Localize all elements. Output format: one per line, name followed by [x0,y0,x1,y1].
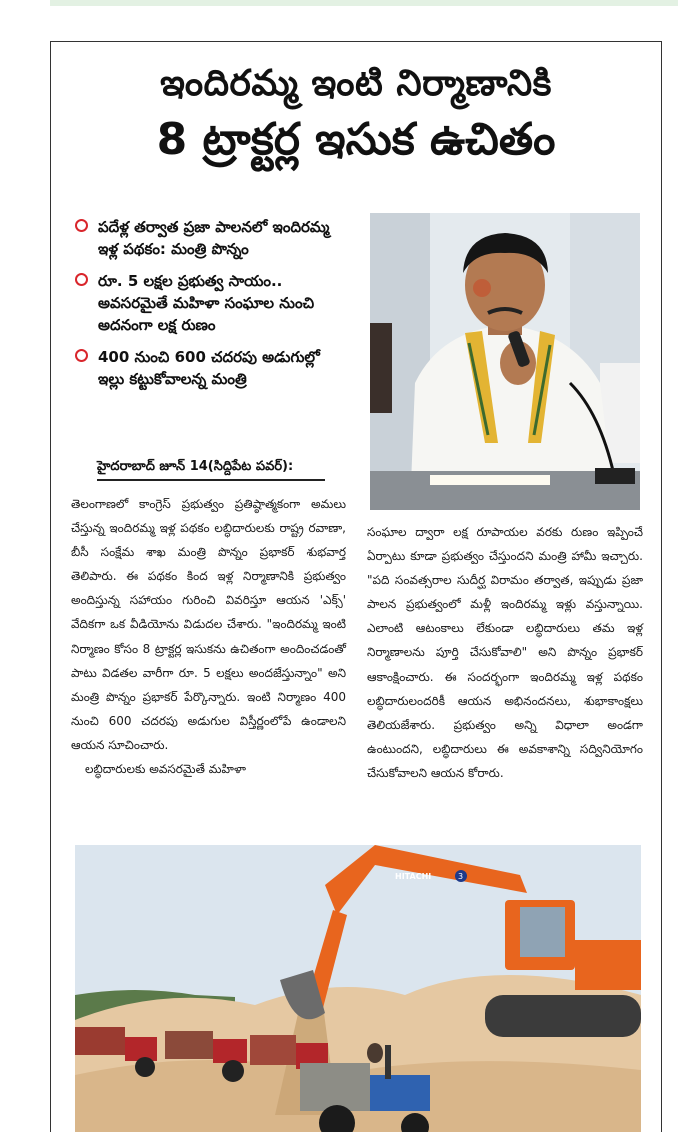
dateline: హైదరాబాద్ జూన్ 14(సిద్దిపేట పవర్): [97,459,325,481]
sand-loading-photo-image [75,845,641,1132]
article-paragraph: తెలంగాణలో కాంగ్రెస్ ప్రభుత్వం ప్రతిష్ఠాత్మకంగా అమలు చేస్తున్న ఇందిరమ్మ ఇళ్ల పథకం లబ్ధిదారులకు రాష్ట్ర రవాణా, బీసీ సంక్షేమ శాఖ మంత్రి పొన్నం ప్రభాకర్ శుభవార్త తెలిపారు. ఈ పథకం కింద ఇళ్ల నిర్మాణానికి ప్రభుత్వం అందిస్తున్న సహాయం గురించి వివరిస్తూ ఆయన 'ఎక్స్' వేదికగా ఒక వీడియోను విడుదల చేశారు. "ఇందిరమ్మ ఇంటి నిర్మాణం కోసం 8 ట్రాక్టర్ల ఇసుకను ఉచితంగా అందించడంతో పాటు విడతల వారీగా రూ. 5 లక్షలు అందజేస్తున్నాం" అని మంత్రి పొన్నం ప్రభాకర్ పేర్కొన్నారు. ఇంటి నిర్మాణం 400 నుంచి 600 చదరపు అడుగుల విస్తీర్ణంలోపే ఉండాలని ఆయన సూచించారు. [71,497,346,752]
highlight-text: రూ. 5 లక్షల ప్రభుత్వ సాయం.. అవసరమైతే మహిళా సంఘాల నుంచి అదనంగా లక్ష రుణం [98,272,315,334]
minister-photo [370,213,640,510]
highlight-text: 400 నుంచి 600 చదరపు అడుగుల్లో ఇల్లు కట్టుకోవాలన్న మంత్రి [98,348,320,388]
article-paragraph-continued: లబ్ధిదారులకు అవసరమైతే మహిళా [85,762,246,777]
sand-loading-photo [75,845,641,1132]
highlight-bullet [75,346,345,390]
headline [71,64,641,164]
red-circle-icon [75,349,88,362]
headline-line-1: ఇందిరమ్మ ఇంటి నిర్మాణానికి [160,63,552,104]
highlight-text: పదేళ్ల తర్వాత ప్రజా పాలనలో ఇందిరమ్మ ఇళ్ల పథకం: మంత్రి పొన్నం [98,218,330,258]
article-paragraph: సంఘాల ద్వారా లక్ష రూపాయల వరకు రుణం ఇప్పించే ఏర్పాటు కూడా ప్రభుత్వం చేస్తుందని మంత్రి హామీ ఇచ్చారు. "పది సంవత్సరాల సుదీర్ఘ విరామం తర్వాత, ఇప్పుడు ప్రజా పాలన ప్రభుత్వంలో మళ్లీ ఇందిరమ్మ ఇళ్లు వస్తున్నాయి. ఎలాంటి ఆటంకాలు లేకుండా లబ్ధిదారులు తమ ఇళ్ల నిర్మాణాలను పూర్తి చేసుకోవాలి" అని పొన్నం ప్రభాకర్ ఆకాంక్షించారు. ఈ సందర్భంగా ఇందిరమ్మ ఇళ్ల పథకం లబ్ధిదారులందరికీ ఆయన అభినందనలు, శుభాకాంక్షలు తెలియజేశారు. ప్రభుత్వం అన్ని విధాలా అండగా ఉంటుందని, లబ్ధిదారులు ఈ అవకాశాన్ని సద్వినియోగం చేసుకోవాలని ఆయన కోరారు. [367,525,643,780]
article-column-left [71,492,346,781]
top-color-band [50,0,678,6]
red-circle-icon [75,273,88,286]
excavator-brand-label: HITACHI [395,872,432,881]
excavator-number-label: 3 [458,872,464,881]
article-column-right [367,520,643,785]
article-frame [50,41,662,1132]
article-paragraph [71,757,346,781]
minister-photo-image [370,213,640,510]
red-circle-icon [75,219,88,232]
headline-line-2: 8 ట్రాక్టర్ల ఇసుక ఉచితం [156,113,556,165]
highlight-bullet [75,270,345,336]
highlight-bullet [75,216,345,260]
highlight-bullets [75,216,345,400]
